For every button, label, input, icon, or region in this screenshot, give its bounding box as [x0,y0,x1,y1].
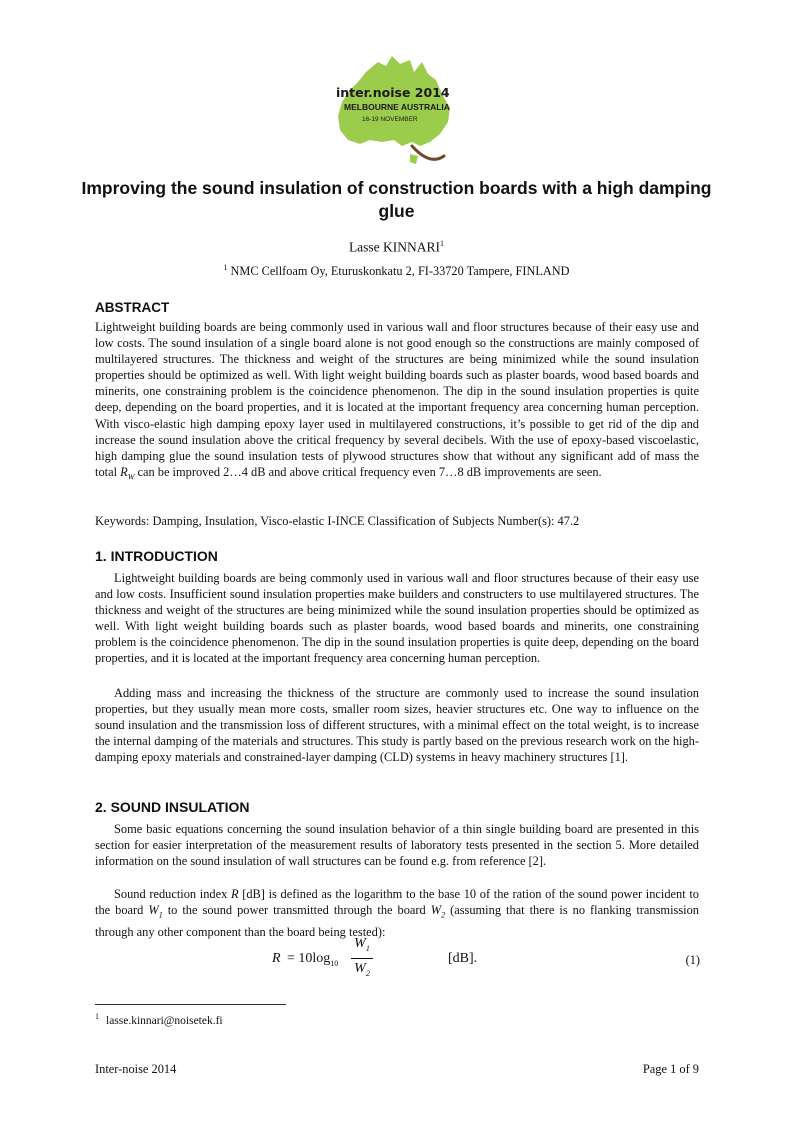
footnote [95,1012,223,1027]
p2-symbol-w2: W [430,903,442,918]
footer-page-number: Page 1 of 9 [642,1062,699,1076]
sound-insulation-paragraph-1: Some basic equations concerning the sound insulation behavior of a thin single building board are presented in this section for easier interpretation of the measurement results of laboratory tests presented in the section 5. More detailed information on the sound insulation of wall structures can be found e.g. from reference [2]. [95,822,699,869]
p2-w1-subscript: 1 [158,910,163,920]
p2-text-d: (assuming that there is no flanking transmission through any other component than the board being tested): [95,903,699,939]
equation-log [287,951,338,968]
equation-log-base: 10 [330,958,339,968]
sound-insulation-paragraph-2 [95,886,699,940]
sound-insulation-heading: 2. SOUND INSULATION [95,799,250,815]
paper-title: Improving the sound insulation of construction boards with a high damping glue [81,178,712,221]
affiliation-text: NMC Cellfoam Oy, Eturuskonkatu 2, FI-33720 Tampere, FINLAND [230,264,570,279]
logo-line1: inter.noise 2014 [336,85,450,100]
equation-unit: [dB]. [448,951,478,966]
equation-fraction [351,935,373,982]
equation-denominator [351,960,373,982]
introduction-paragraph-1: Lightweight building boards are being commonly used in various wall and floor structures because of their easy use and low costs. Insufficient sound insulation properties make builders and constructers to use multilayered structures. The thickness and weight of the structures are being minimized while the sound insulation properties should be optimized as well. With light weight building boards such as plaster boards, wood based boards and minerits, one constraining problem is the coincidence phenomenon. The dip in the sound insulation properties is quite deep, depending on the board properties, and it is located at the important frequency area concerning human perception. [95,571,699,666]
denominator-subscript: 2 [365,968,370,978]
abstract-text [95,319,699,485]
conference-logo [326,50,461,175]
equation-number: (1) [685,953,700,967]
footnote-marker: 1 [95,1012,99,1021]
p2-symbol-w1: W [148,903,159,918]
abstract-end: can be improved 2…4 dB and above critical frequency even 7…8 dB improvements are seen. [134,464,602,479]
p2-symbol-r: R [230,887,239,901]
numerator-subscript: 1 [365,943,370,953]
author [0,239,793,256]
p2-text-c: to the sound power transmitted through the board [162,903,431,918]
author-name: Lasse KINNARI [348,239,441,255]
rw-symbol: R [120,464,128,479]
equation-1 [270,935,700,985]
introduction-paragraph-2: Adding mass and increasing the thickness of the structure are commonly used to increase the sound insulation properties, but they usually mean more costs, smaller room sizes, heavier structures etc. One way to influence on the sound insulation and the transmission loss of different structures, with a minimal effect on the total weight, is to increase the internal damping of the materials and structures. This study is partly based on the previous research work on the high-damping epoxy materials and constrained-layer damping (CLD) systems in heavy machinery structures [1]. [95,686,699,765]
logo-line2: MELBOURNE AUSTRALIA [344,102,450,112]
footer-conference: Inter-noise 2014 [95,1062,177,1076]
fraction-line [351,958,373,959]
equation-lhs: R [272,951,281,966]
australia-map-icon [326,50,461,175]
abstract-main: Lightweight building boards are being commonly used in various wall and floor structures because of their easy use and low costs. The sound insulation of a single board alone is not good enough so the constructions are mainly composed of multilayered structures. The thickness and weight of the structures are being minimized while the sound insulation properties should be optimized as well. With light weight building boards such as plaster boards, wood based boards and minerits, one constraining problem is the coincidence phenomenon. The dip in the sound insulation properties is quite deep, depending on the board properties, and it is located at the important frequency area concerning human perception. With visco-elastic high damping epoxy layer used in multilayered constructions, it’s possible to get rid of the dip and increase the sound insulation above the critical frequency by several decibels. With the use of epoxy-based viscoelastic, high damping glue the sound insulation tests of plywood structures show that without any significant add of mass the total [95,320,699,479]
keywords: Keywords: Damping, Insulation, Visco-elastic I-INCE Classification of Subjects Number(s): 47.2 [95,514,580,528]
author-marker: 1 [440,239,445,248]
rw-subscript: W [127,472,135,482]
equation-log-text: = 10log [287,951,331,966]
affiliation [0,263,793,279]
footnote-separator [95,1004,286,1005]
p2-text-a: Sound reduction index [114,887,231,901]
p2-text-b: [dB] is defined as the logarithm to the base 10 of the ration of the sound power incident to the board [95,887,699,918]
logo-line3: 16-19 NOVEMBER [362,116,418,123]
equation-numerator [351,935,373,957]
denominator-symbol: W [354,960,366,976]
footnote-email[interactable]: lasse.kinnari@noisetek.fi [106,1014,223,1027]
numerator-symbol: W [354,936,366,951]
p2-w2-subscript: 2 [441,910,446,920]
affiliation-marker: 1 [223,263,228,272]
introduction-heading: 1. INTRODUCTION [95,548,218,564]
abstract-heading: ABSTRACT [95,300,170,315]
